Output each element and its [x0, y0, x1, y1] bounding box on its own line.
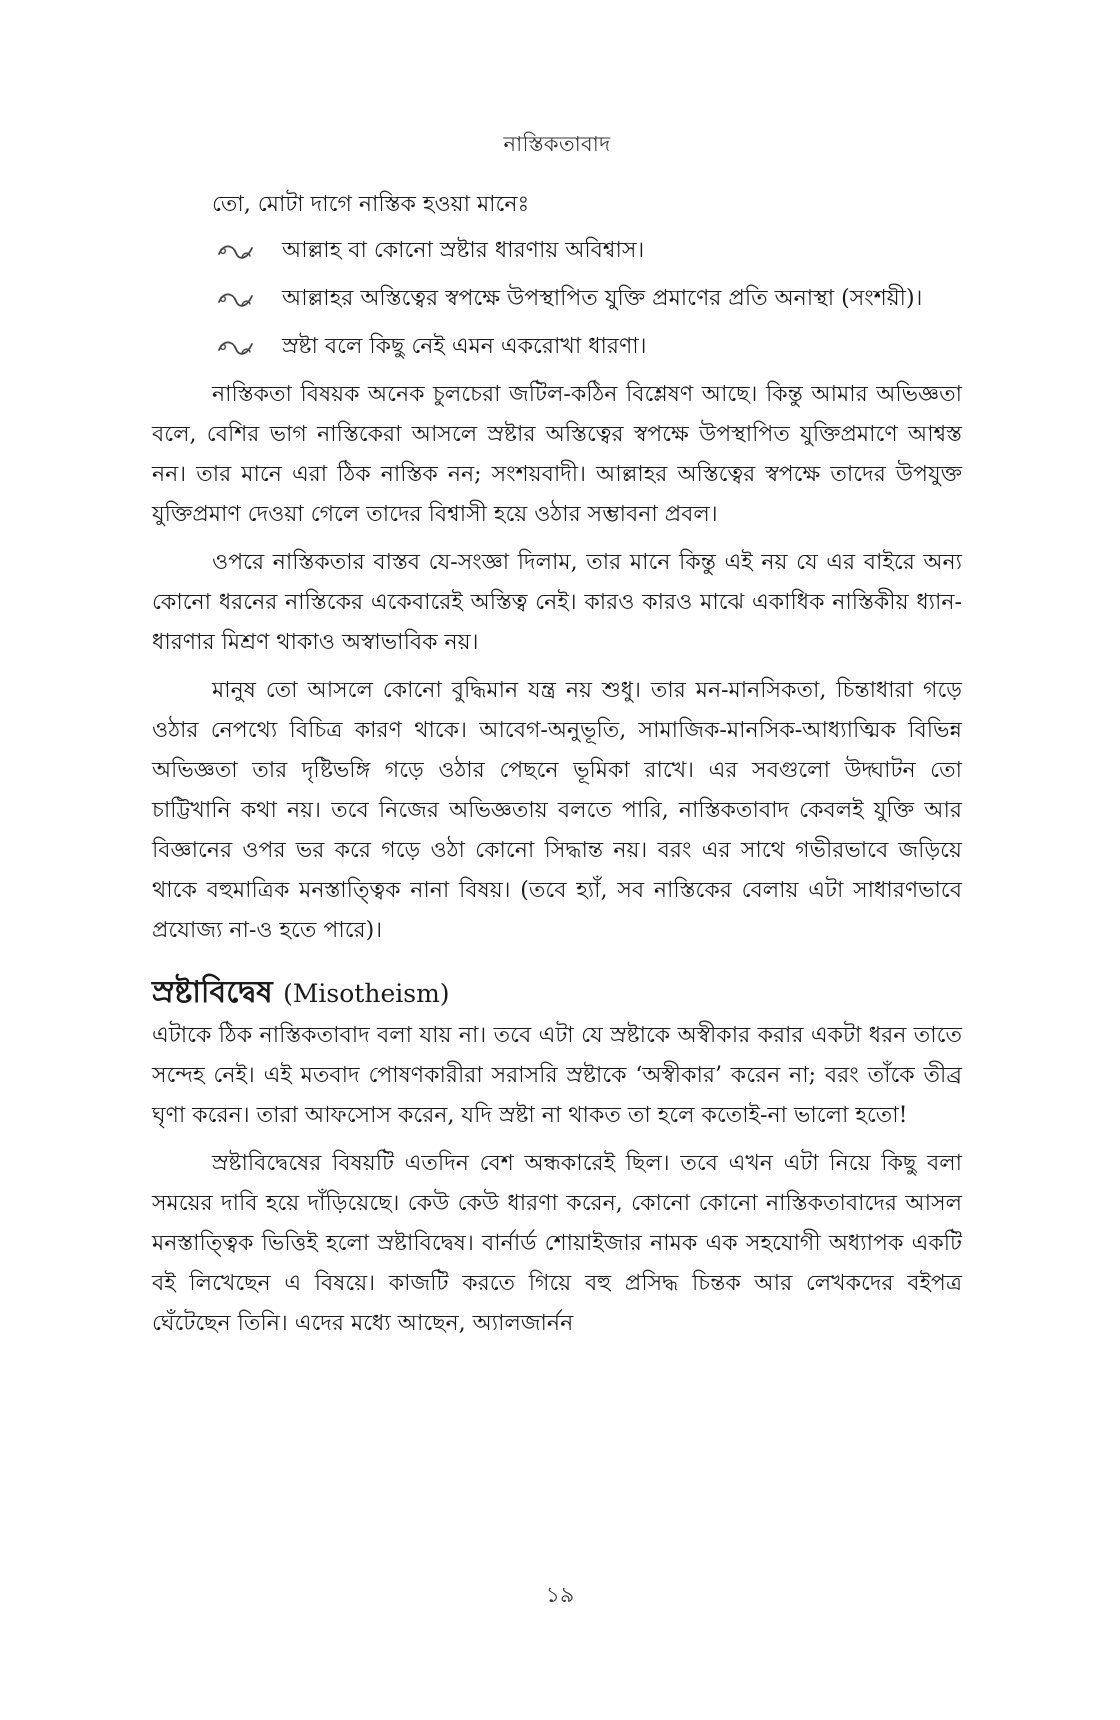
ornament-swirl-icon	[216, 333, 256, 361]
bullet-text: স্রষ্টা বলে কিছু নেই এমন একরোখা ধারণা।	[282, 334, 647, 359]
bullet-item	[152, 231, 962, 271]
body-paragraph: নাস্তিকতা বিষয়ক অনেক চুলচেরা জটিল-কঠিন বিশ্লেষণ আছে। কিন্তু আমার অভিজ্ঞতা বলে, বেশির ভাগ নাস্তিকেরা আসলে স্রষ্টার অস্তিত্বের স্বপক্ষে উপস্থাপিত যুক্তিপ্রমাণে আশ্বস্ত নন। তার মানে এরা ঠিক নাস্তিক নন; সংশয়বাদী। আল্লাহর অস্তিত্বের স্বপক্ষে তাদের উপযুক্ত যুক্তিপ্রমাণ দেওয়া গেলে তাদের বিশ্বাসী হয়ে ওঠার সম্ভাবনা প্রবল।	[152, 382, 962, 527]
bullet-text: আল্লাহ বা কোনো স্রষ্টার ধারণায় অবিশ্বাস।	[282, 238, 645, 263]
section-heading-bengali: স্রষ্টাবিদ্বেষ	[152, 975, 273, 1010]
body-paragraph: মানুষ তো আসলে কোনো বুদ্ধিমান যন্ত্র নয় শুধু। তার মন-মানসিকতা, চিন্তাধারা গড়ে ওঠার নেপথ্যে বিচিত্র কারণ থাকে। আবেগ-অনুভূতি, সামাজিক-মানসিক-আধ্যাত্মিক বিভিন্ন অভিজ্ঞতা তার দৃষ্টিভঙ্গি গড়ে ওঠার পেছনে ভূমিকা রাখে। এর সবগুলো উদ্ঘাটন তো চাট্টিখানি কথা নয়। তবে নিজের অভিজ্ঞতায় বলতে পারি, নাস্তিকতাবাদ কেবলই যুক্তি আর বিজ্ঞানের ওপর ভর করে গড়ে ওঠা কোনো সিদ্ধান্ত নয়। বরং এর সাথে গভীরভাবে জড়িয়ে থাকে বহুমাত্রিক মনস্তাত্ত্বিক নানা বিষয়। (তবে হ্যাঁ, সব নাস্তিকের বেলায় এটা সাধারণভাবে প্রযোজ্য না-ও হতে পারে)।	[152, 678, 962, 943]
running-head: নাস্তিকতাবাদ	[503, 132, 611, 156]
book-page	[152, 128, 962, 1352]
ornament-swirl-icon	[216, 285, 256, 313]
section-paragraph: স্রষ্টাবিদ্বেষের বিষয়টি এতদিন বেশ অন্ধকারেই ছিল। তবে এখন এটা নিয়ে কিছু বলা সময়ের দাবি হয়ে দাঁড়িয়েছে। কেউ কেউ ধারণা করেন, কোনো কোনো নাস্তিকতাবাদের আসল মনস্তাত্ত্বিক ভিত্তিই হলো স্রষ্টাবিদ্বেষ। বার্নার্ড শোয়াইজার নামক এক সহযোগী অধ্যাপক একটি বই লিখেছেন এ বিষয়ে। কাজটি করতে গিয়ে বহু প্রসিদ্ধ চিন্তক আর লেখকদের বইপত্র ঘেঁটেছেন তিনি। এদের মধ্যে আছেন, অ্যালজার্নন	[152, 1151, 962, 1336]
bullet-item	[152, 279, 962, 319]
intro-line: তো, মোটা দাগে নাস্তিক হওয়া মানেঃ	[212, 192, 530, 217]
bullet-item	[152, 327, 962, 367]
bullet-list	[152, 231, 962, 367]
body-paragraph: ওপরে নাস্তিকতার বাস্তব যে-সংজ্ঞা দিলাম, তার মানে কিন্তু এই নয় যে এর বাইরে অন্য কোনো ধরনের নাস্তিকের একেবারেই অস্তিত্ব নেই। কারও কারও মাঝে একাধিক নাস্তিকীয় ধ্যান-ধারণার মিশ্রণ থাকাও অস্বাভাবিক নয়।	[152, 550, 962, 655]
section-heading-english: (Misotheism)	[283, 979, 450, 1008]
section-heading	[152, 973, 962, 1014]
bullet-text: আল্লাহর অস্তিত্বের স্বপক্ষে উপস্থাপিত যুক্তি প্রমাণের প্রতি অনাস্থা (সংশয়ী)।	[282, 286, 923, 311]
section-paragraph: এটাকে ঠিক নাস্তিকতাবাদ বলা যায় না। তবে এটা যে স্রষ্টাকে অস্বীকার করার একটা ধরন তাতে সন্দেহ নেই। এই মতবাদ পোষণকারীরা সরাসরি স্রষ্টাকে ‘অস্বীকার’ করেন না; বরং তাঁকে তীব্র ঘৃণা করেন। তারা আফসোস করেন, যদি স্রষ্টা না থাকত তা হলে কতোই-না ভালো হতো!	[152, 1023, 962, 1128]
page-number: ১৯	[545, 1583, 575, 1608]
ornament-swirl-icon	[216, 237, 256, 265]
